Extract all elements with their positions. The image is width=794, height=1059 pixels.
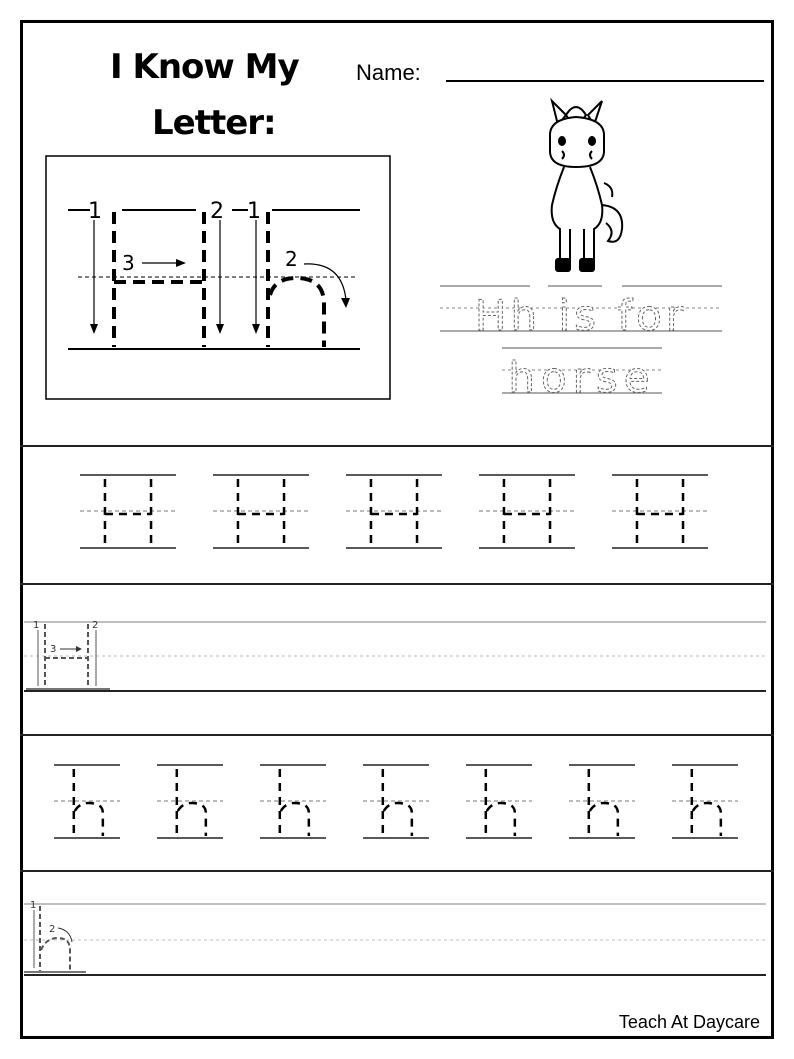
guide-number: 1: [30, 900, 37, 911]
trace-letter-h[interactable]: [672, 765, 738, 838]
title-line-1: I Know My: [110, 47, 299, 87]
name-label: Name:: [356, 60, 421, 85]
trace-letter-h[interactable]: [157, 765, 223, 838]
guide-number: 2: [92, 620, 99, 631]
caption-line-1: Hh is for: [474, 291, 688, 340]
guide-number: 3: [50, 644, 57, 655]
uppercase-practice-line[interactable]: [0, 600, 794, 720]
trace-letter-h[interactable]: [54, 765, 120, 838]
stroke-number: 2: [210, 199, 224, 224]
trace-letter-H[interactable]: [213, 475, 309, 548]
trace-letter-H[interactable]: [346, 475, 442, 548]
section-divider: [20, 445, 774, 447]
stroke-number: 1: [88, 199, 102, 224]
lowercase-trace-row[interactable]: [0, 745, 794, 875]
stroke-number: 3: [122, 251, 135, 275]
trace-letter-h[interactable]: [466, 765, 532, 838]
stroke-number: 2: [285, 247, 298, 271]
guide-number: 2: [49, 924, 56, 935]
guide-number: 1: [33, 620, 40, 631]
caption-line-2: horse: [508, 353, 656, 402]
uppercase-trace-row[interactable]: [0, 455, 794, 585]
trace-letter-H[interactable]: [80, 475, 176, 548]
stroke-number: 1: [247, 199, 261, 224]
trace-letter-h[interactable]: [569, 765, 635, 838]
trace-letter-H[interactable]: [479, 475, 575, 548]
trace-letter-h[interactable]: [260, 765, 326, 838]
title-line-2: Letter:: [152, 103, 276, 143]
lowercase-practice-line[interactable]: [0, 888, 794, 988]
footer-credit: Teach At Daycare: [618, 1012, 760, 1032]
trace-letter-h[interactable]: [363, 765, 429, 838]
trace-letter-H[interactable]: [612, 475, 708, 548]
section-divider: [20, 734, 774, 736]
